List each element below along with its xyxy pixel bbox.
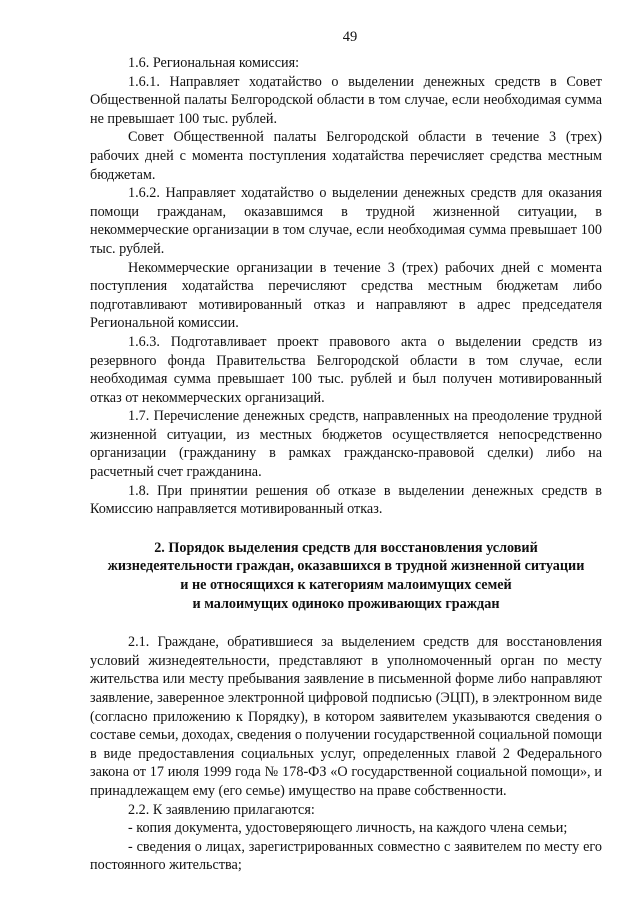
paragraph-1-6-3: 1.6.3. Подготавливает проект правового акта о выделении средств из резервного фонда Правительства Белгородской области в том случае, если необходимая сумма превышает 100 тыс. рублей и был получен мотивированный отказ от некоммерческих организаций. <box>90 333 602 406</box>
section-heading-line: и малоимущих одиноко проживающих граждан <box>192 595 500 612</box>
paragraph-2-2: 2.2. К заявлению прилагаются: <box>128 801 315 818</box>
paragraph-1-6: 1.6. Региональная комиссия: <box>128 55 300 71</box>
paragraph-1-6-2: 1.6.2. Направляет ходатайство о выделении денежных средств для оказания помощи гражданам, оказавшимся в трудной жизненной ситуации, в некоммерческие организации в том случае, если необходимая сумма превышает 100 тыс. рублей. <box>90 185 602 257</box>
paragraph-2-1: 2.1. Граждане, обратившиеся за выделением средств для восстановления условий жизнедеятельности, представляют в уполномоченный орган по месту жительства или месту пребывания заявление в письменной форме либо направляют заявление, заверенное электронной цифровой подписью (ЭЦП), в электронном виде (согласно приложению к Порядку), в котором заявителем указываются сведения о составе семьи, доходах, сведения о получении государственной социальной помощи в виде предоставления социальных услуг, определенных главой 2 Федерального закона от 17 июля 1999 года № 178-ФЗ «О государственной социальной помощи», и принадлежащем ему (его семье) имущество на праве собственности. <box>90 634 602 799</box>
list-item: - сведения о лицах, зарегистрированных совместно с заявителем по месту его постоянного жительства; <box>90 838 602 874</box>
paragraph-council-transfer: Совет Общественной палаты Белгородской области в течение 3 (трех) рабочих дней с момента поступления ходатайства перечисляет средства местным бюджетам. <box>90 129 602 183</box>
paragraph-1-8: 1.8. При принятии решения об отказе в выделении денежных средств в Комиссию направляется мотивированный отказ. <box>90 482 602 518</box>
list-item: - копия документа, удостоверяющего личность, на каждого члена семьи; <box>128 820 568 837</box>
section-heading <box>90 539 602 613</box>
section-heading-line: жизнедеятельности граждан, оказавшихся в трудной жизненной ситуации <box>107 558 585 575</box>
section-heading-line: и не относящихся к категориям малоимущих семей <box>180 577 512 594</box>
paragraph-1-6-1: 1.6.1. Направляет ходатайство о выделении денежных средств в Совет Общественной палаты Белгородской области в том случае, если необходимая сумма не превышает 100 тыс. рублей. <box>90 73 602 127</box>
paragraph-nonprofit-transfer: Некоммерческие организации в течение 3 (трех) рабочих дней с момента поступления ходатайства перечисляют средства местным бюджетам либо подготавливают мотивированный отказ и направляют в адрес председателя Региональной комиссии. <box>90 259 602 332</box>
page-number: 49 <box>342 29 358 45</box>
section-heading-line: 2. Порядок выделения средств для восстановления условий <box>154 539 538 556</box>
paragraph-1-7: 1.7. Перечисление денежных средств, направленных на преодоление трудной жизненной ситуации, из местных бюджетов осуществляется непосредственно организации (гражданину в рамках гражданско-правовой сделки) либо на расчетный счет гражданина. <box>90 408 602 481</box>
